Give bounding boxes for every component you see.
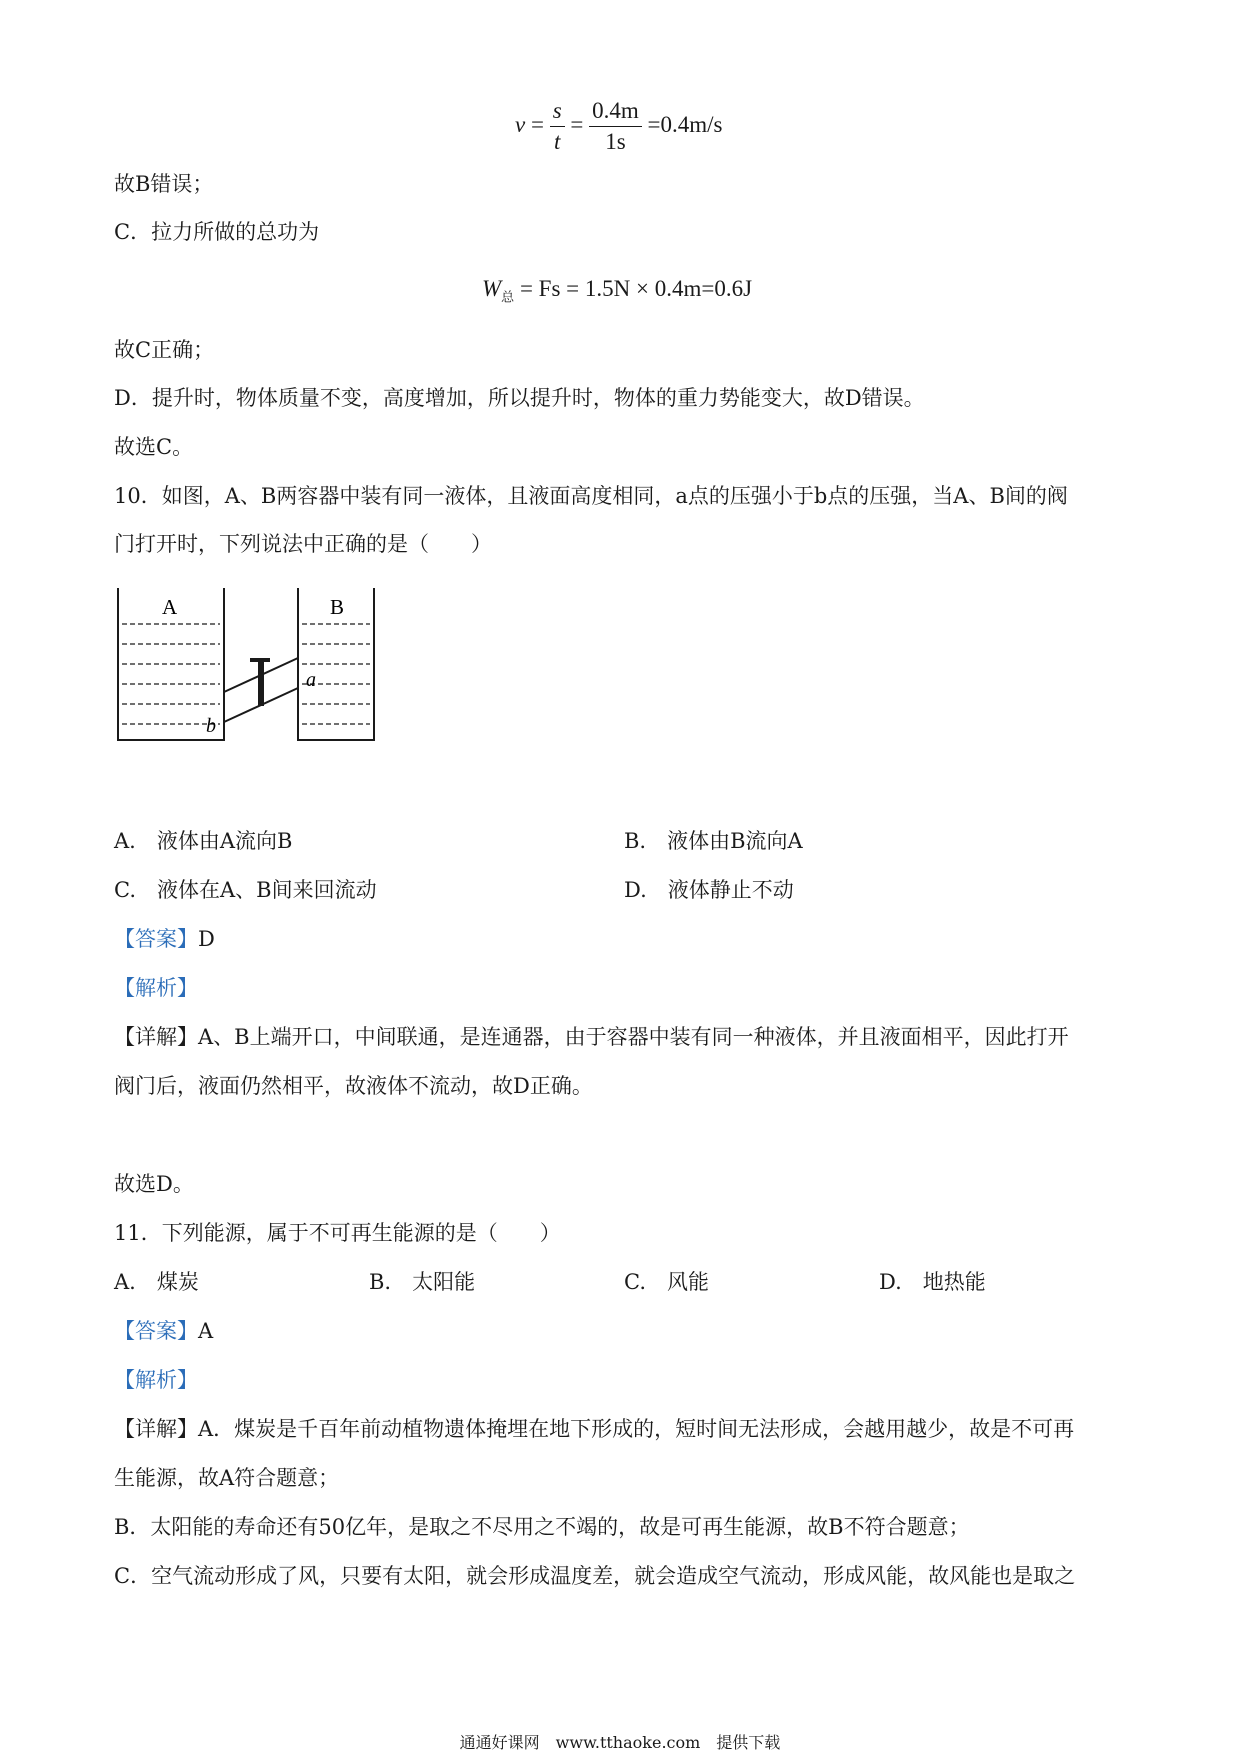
q11-detail-line2: 生能源，故A符合题意；: [114, 1466, 340, 1490]
answer-tag: 【答案】: [114, 927, 198, 951]
q10-detail-line2: 阀门后，液面仍然相平，故液体不流动，故D正确。: [114, 1074, 593, 1098]
q11-option-a: A. 煤炭: [114, 1270, 199, 1294]
question-11-stem: 11．下列能源，属于不可再生能源的是（ ）: [114, 1221, 561, 1245]
q11-analysis: [114, 1366, 198, 1394]
q10-option-c: C. 液体在A、B间来回流动: [114, 878, 377, 902]
formula-w-rest: = Fs = 1.5N × 0.4m=0.6J: [519, 276, 753, 301]
formula-w-subscript: 总: [501, 289, 515, 305]
q10-option-d: D. 液体静止不动: [624, 878, 794, 902]
point-a-label: a: [306, 669, 316, 691]
q10-option-a: A. 液体由A流向B: [114, 829, 293, 853]
fraction-numerator: 0.4m: [589, 96, 642, 127]
analysis-tag: 【解析】: [114, 976, 198, 1000]
valve-icon: [250, 660, 270, 706]
detail-text: A、B上端开口，中间联通，是连通器，由于容器中装有同一种液体，并且液面相平，因此打开: [198, 1025, 1069, 1049]
fraction-distance-over-time: [589, 96, 642, 157]
q10-detail-line1: [114, 1023, 1069, 1051]
q10-analysis: [114, 974, 198, 1002]
text-line: 故C正确；: [114, 338, 215, 362]
question-10-stem-line1: 10．如图，A、B两容器中装有同一液体，且液面高度相同，a点的压强小于b点的压强，当A、B间的阀: [114, 484, 1068, 508]
detail-tag: 【详解】: [114, 1025, 198, 1049]
q10-answer: [114, 925, 215, 953]
page-footer: 通通好课网 www.tthaoke.com 提供下载: [459, 1733, 781, 1752]
q11-detail-line4: C．空气流动形成了风，只要有太阳，就会形成温度差，就会造成空气流动，形成风能，故风能也是取之: [114, 1564, 1076, 1588]
q11-option-b: B. 太阳能: [369, 1270, 476, 1294]
formula-w-symbol: W: [482, 276, 502, 301]
text-line: 故B错误；: [114, 172, 214, 196]
q11-answer: [114, 1317, 213, 1345]
container-b-label: B: [330, 595, 345, 619]
formula-v-symbol: v: [515, 111, 526, 137]
detail-text: A．煤炭是千百年前动植物遗体掩埋在地下形成的，短时间无法形成，会越用越少，故是不可再: [198, 1417, 1075, 1441]
equals-sign: =: [530, 111, 544, 137]
answer-tag: 【答案】: [114, 1319, 198, 1343]
work-formula: [482, 275, 752, 312]
fraction-numerator: s: [550, 96, 565, 127]
analysis-tag: 【解析】: [114, 1368, 198, 1392]
velocity-formula: [515, 96, 722, 157]
fraction-denominator: t: [553, 129, 561, 154]
point-b-label: b: [206, 715, 216, 737]
connected-vessels-diagram: [110, 582, 390, 752]
answer-value: D: [198, 927, 215, 951]
q11-option-c: C. 风能: [624, 1270, 709, 1294]
text-line: C．拉力所做的总功为: [114, 220, 320, 244]
detail-tag: 【详解】: [114, 1417, 198, 1441]
question-10-stem-line2: 门打开时，下列说法中正确的是（ ）: [114, 532, 492, 556]
text-line: D．提升时，物体质量不变，高度增加，所以提升时，物体的重力势能变大，故D错误。: [114, 386, 925, 410]
formula-v-result: =0.4m/s: [647, 111, 723, 137]
fraction-s-over-t: [550, 96, 565, 157]
text-line: 故选C。: [114, 435, 194, 459]
q11-option-d: D. 地热能: [879, 1270, 986, 1294]
answer-value: A: [198, 1319, 214, 1343]
q10-choose: 故选D。: [114, 1172, 194, 1196]
q10-option-b: B. 液体由B流向A: [624, 829, 803, 853]
q11-detail-line1: [114, 1415, 1074, 1443]
container-a-label: A: [162, 595, 178, 619]
equals-sign: =: [570, 111, 584, 137]
q11-detail-line3: B．太阳能的寿命还有50亿年，是取之不尽用之不竭的，故是可再生能源，故B不符合题意；: [114, 1515, 970, 1539]
fraction-denominator: 1s: [605, 129, 626, 154]
